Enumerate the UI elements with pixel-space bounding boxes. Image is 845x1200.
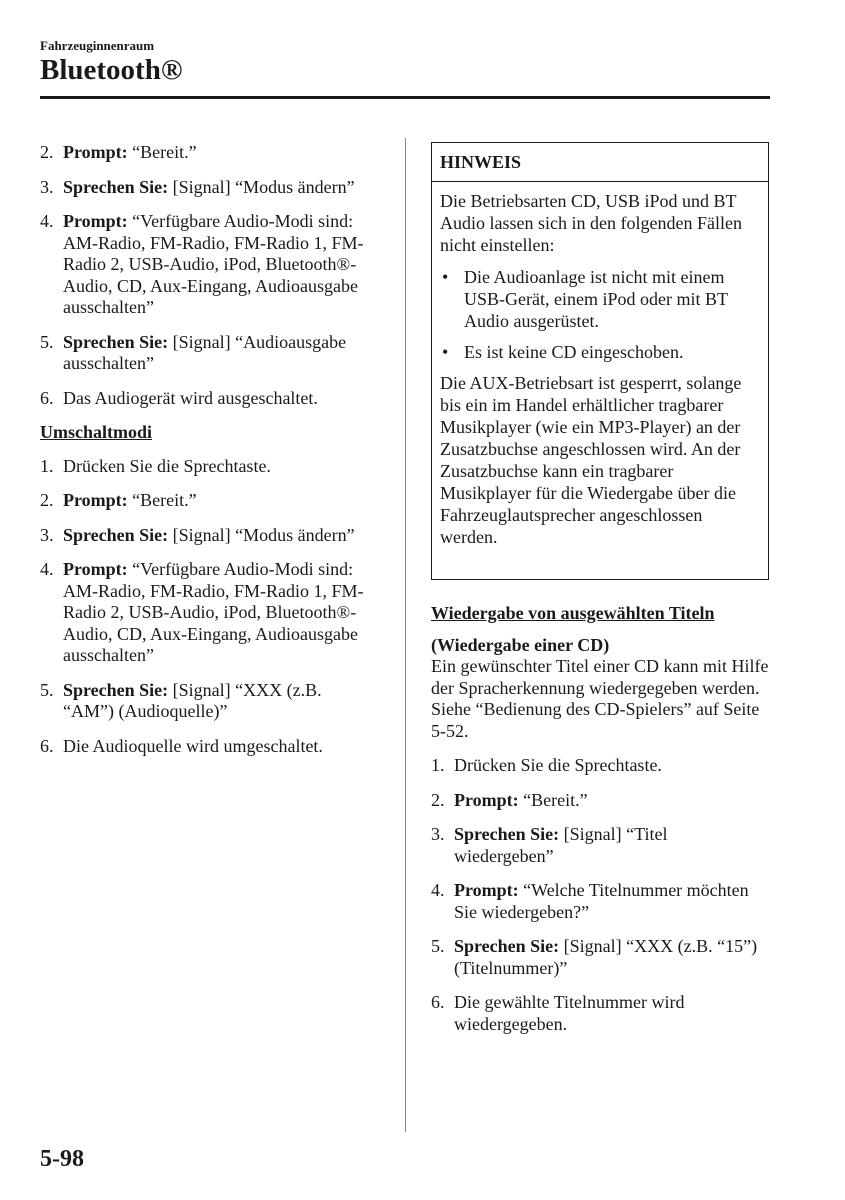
note-box	[431, 142, 769, 580]
step-number: 6.	[40, 735, 54, 756]
step-content: Das Audiogerät wird ausgeschaltet.	[63, 387, 318, 408]
step-content: [Signal] “Modus ändern”	[168, 524, 355, 545]
step-number: 2.	[40, 142, 54, 162]
step-number: 5.	[431, 936, 445, 956]
step-keyword: Prompt:	[454, 880, 519, 900]
step-text	[63, 490, 376, 512]
step-number: 5.	[40, 331, 54, 352]
page-title: Bluetooth®	[40, 54, 183, 86]
list-item	[40, 525, 376, 547]
step-keyword: Sprechen Sie:	[63, 524, 169, 545]
steps-list-switch-mode	[40, 456, 376, 758]
bullet-icon: •	[442, 342, 449, 362]
step-text	[63, 456, 376, 478]
bullet-icon: •	[442, 267, 449, 287]
step-keyword: Sprechen Sie:	[454, 824, 560, 844]
step-number: 4.	[40, 559, 54, 579]
subheading-umschaltmodi: Umschaltmodi	[40, 422, 152, 442]
step-content: “Bereit.”	[127, 490, 197, 510]
list-item	[40, 680, 376, 723]
step-keyword: Sprechen Sie:	[454, 936, 560, 956]
step-number: 4.	[40, 211, 54, 231]
step-content: Drücken Sie die Sprechtaste.	[454, 755, 662, 775]
left-column	[40, 142, 376, 770]
step-text	[63, 559, 376, 667]
step-content: “Welche Titelnummer möchten Sie wiedergeben?”	[454, 880, 749, 922]
step-text	[63, 388, 376, 410]
note-intro: Die Betriebsarten CD, USB iPod und BT Audio lassen sich in den folgenden Fällen nicht einstellen:	[440, 191, 742, 255]
step-text	[454, 936, 771, 979]
page-number: 5-98	[40, 1146, 84, 1172]
note-bullet	[440, 341, 760, 363]
step-content: [Signal] “Titel wiedergeben”	[454, 824, 668, 866]
step-text	[454, 824, 771, 867]
step-keyword: Prompt:	[454, 789, 519, 810]
steps-list-track	[431, 755, 771, 1035]
note-bullet-list	[440, 266, 760, 363]
list-item	[40, 142, 376, 164]
step-text	[454, 880, 771, 923]
step-content: [Signal] “Audioausgabe ausschalten”	[63, 331, 347, 373]
step-text	[63, 177, 376, 199]
step-number: 2.	[431, 789, 445, 810]
step-keyword: Sprechen Sie:	[63, 176, 169, 197]
note-outro: Die AUX-Betriebsart ist gesperrt, solange bis ein im Handel erhältlicher tragbarer Musikplayer (wie ein MP3-Player) an der Zusatzbuchse angeschlossen wird. An der Zusatzbuchse kann ein tragbarer Musikplayer für die Wiedergabe über die Fahrzeuglautsprecher angeschlossen werden.	[440, 373, 742, 547]
step-number: 3.	[40, 524, 54, 545]
step-number: 2.	[40, 490, 54, 510]
step-keyword: Sprechen Sie:	[63, 679, 169, 700]
list-item	[431, 880, 771, 923]
step-content: Die gewählte Titelnummer wird wiedergegeben.	[454, 992, 685, 1034]
step-keyword: Sprechen Sie:	[63, 331, 169, 352]
section-label: Fahrzeuginnenraum	[40, 38, 155, 53]
step-number: 5.	[40, 679, 54, 700]
list-item	[431, 755, 771, 777]
step-content: [Signal] “XXX (z.B. “15”) (Titelnummer)”	[454, 936, 758, 978]
subsubheading-cd: (Wiedergabe einer CD)	[431, 634, 610, 655]
step-content: Drücken Sie die Sprechtaste.	[63, 455, 271, 476]
step-text	[63, 736, 376, 758]
subheading-track-playback: Wiedergabe von ausgewählten Titeln	[431, 603, 715, 623]
list-item	[431, 992, 771, 1035]
step-number: 1.	[431, 755, 445, 775]
list-item	[431, 824, 771, 867]
right-column	[431, 603, 771, 1048]
note-body	[432, 182, 768, 548]
note-bullet	[440, 266, 760, 332]
step-content: “Verfügbare Audio-Modi sind: AM-Radio, FM-Radio, FM-Radio 1, FM-Radio 2, USB-Audio, iPod, Bluetooth®-Audio, CD, Aux-Eingang, Audioausgabe ausschalten”	[63, 559, 364, 665]
list-item	[40, 332, 376, 375]
step-text	[454, 790, 771, 812]
step-text	[454, 992, 771, 1035]
list-item	[40, 456, 376, 478]
note-bullet-text: Die Audioanlage ist nicht mit einem USB-Gerät, einem iPod oder mit BT Audio ausgerüstet.	[464, 267, 728, 331]
step-content: [Signal] “XXX (z.B. “AM”) (Audioquelle)”	[63, 679, 322, 721]
intro-paragraph: Ein gewünschter Titel einer CD kann mit Hilfe der Spracherkennung wiedergegeben werden. Siehe “Bedienung des CD-Spielers” auf Seite 5-52.	[431, 656, 769, 741]
step-number: 6.	[431, 992, 445, 1012]
step-keyword: Prompt:	[63, 490, 128, 510]
step-content: [Signal] “Modus ändern”	[168, 176, 355, 197]
step-keyword: Prompt:	[63, 559, 128, 579]
header-rule	[40, 96, 770, 99]
step-content: “Bereit.”	[518, 789, 588, 810]
list-item	[40, 211, 376, 319]
list-item	[431, 790, 771, 812]
step-text	[63, 525, 376, 547]
step-content: “Verfügbare Audio-Modi sind: AM-Radio, FM-Radio, FM-Radio 1, FM-Radio 2, USB-Audio, iPod, Bluetooth®-Audio, CD, Aux-Eingang, Audioausgabe ausschalten”	[63, 211, 364, 317]
list-item	[40, 736, 376, 758]
step-keyword: Prompt:	[63, 142, 128, 162]
step-number: 1.	[40, 455, 54, 476]
step-number: 3.	[431, 824, 445, 844]
step-text	[63, 680, 376, 723]
step-number: 4.	[431, 880, 445, 900]
step-number: 6.	[40, 387, 54, 408]
step-text	[63, 211, 376, 319]
list-item	[431, 936, 771, 979]
list-item	[40, 490, 376, 512]
step-text	[63, 332, 376, 375]
list-item	[40, 559, 376, 667]
column-divider	[405, 138, 406, 1132]
list-item	[40, 388, 376, 410]
list-item	[40, 177, 376, 199]
note-bullet-text: Es ist keine CD eingeschoben.	[464, 342, 684, 362]
step-number: 3.	[40, 176, 54, 197]
step-content: Die Audioquelle wird umgeschaltet.	[63, 735, 323, 756]
steps-list-audio-off	[40, 142, 376, 409]
step-text	[63, 142, 376, 164]
step-content: “Bereit.”	[127, 142, 197, 162]
step-text	[454, 755, 771, 777]
step-keyword: Prompt:	[63, 211, 128, 231]
note-heading: HINWEIS	[432, 143, 768, 182]
